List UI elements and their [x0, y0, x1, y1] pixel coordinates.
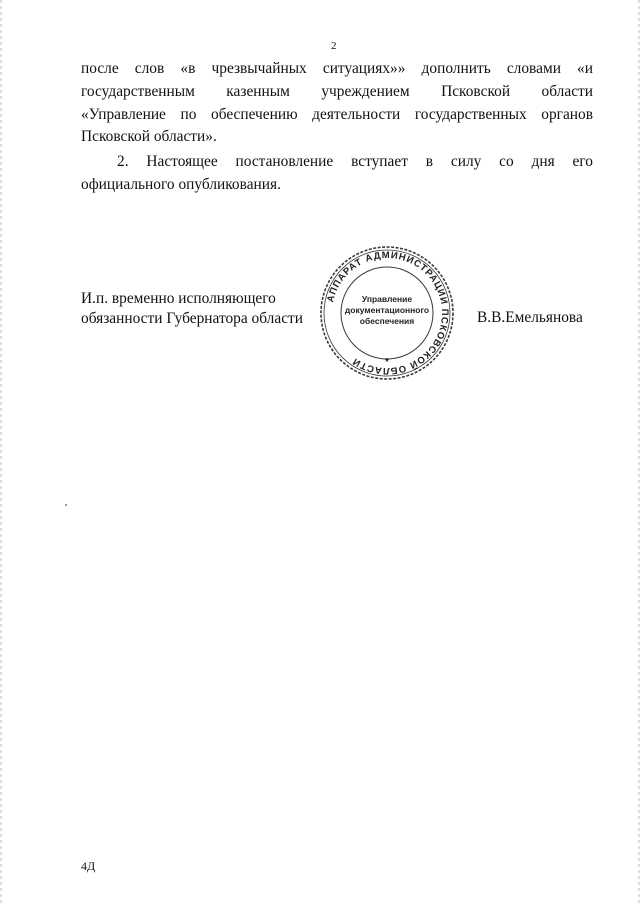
paragraph-amendment [81, 58, 593, 149]
official-seal-stamp [318, 244, 456, 382]
paragraph-line: официального опубликования. [81, 175, 281, 193]
signatory-position [81, 289, 303, 329]
page-number: 2 [331, 40, 337, 52]
stamp-star: * [385, 357, 389, 368]
paragraph-line: государственным казенным учреждением Псковской области [81, 82, 593, 100]
stamp-inner-text-line: Управление [361, 294, 413, 304]
stamp-inner-text-line: документационного [344, 305, 430, 315]
document-footer-code: 4Д [81, 859, 96, 873]
scan-edge-left [0, 0, 2, 905]
stamp-inner-text-line: обеспечения [359, 316, 415, 326]
stamp-outer-text: АППАРАТ АДМИНИСТРАЦИИ ПСКОВСКОЙ ОБЛАСТИ [325, 249, 451, 377]
paragraph-line: после слов «в чрезвычайных ситуациях»» дополнить словами «и [81, 60, 593, 77]
paragraph-line: «Управление по обеспечению деятельности государственных органов [81, 105, 593, 123]
paragraph-line: Псковской области». [81, 128, 217, 146]
scan-speck [65, 504, 67, 506]
paragraph-line: 2. Настоящее постановление вступает в силу со дня его [117, 153, 593, 170]
signatory-position-line: И.п. временно исполняющего [81, 290, 276, 307]
paragraph-effective-date [81, 151, 593, 197]
signatory-name: В.В.Емельянова [477, 309, 583, 326]
signatory-position-line: обязанности Губернатора области [81, 310, 303, 327]
